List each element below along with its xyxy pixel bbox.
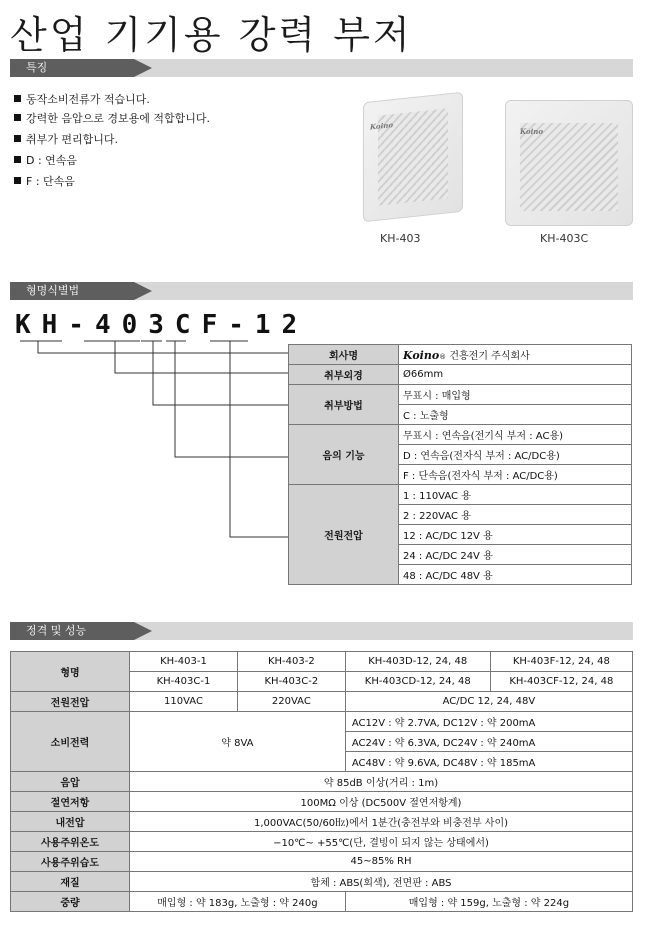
table-cell: KH-403CD-12, 24, 48 <box>345 672 490 692</box>
table-cell: −10℃~ +55℃(단, 결빙이 되지 않는 상태에서) <box>130 832 633 852</box>
table-cell: 약 85dB 이상(거리 : 1m) <box>130 772 633 792</box>
table-cell: 무표시 : 매입형 <box>399 385 632 405</box>
spec-table <box>10 651 633 912</box>
table-row <box>11 652 633 672</box>
table-header: 음압 <box>11 772 130 792</box>
table-row <box>11 692 633 712</box>
table-cell: 매입형 : 약 159g, 노출형 : 약 224g <box>345 892 632 912</box>
table-cell: KH-403F-12, 24, 48 <box>490 652 632 672</box>
table-cell: KH-403C-1 <box>130 672 238 692</box>
table-cell: Koino® 건흥전기 주식회사 <box>399 345 632 365</box>
connector-power <box>210 341 288 537</box>
table-cell: AC24V : 약 6.3VA, DC24V : 약 240mA <box>345 732 632 752</box>
table-cell: 1,000VAC(50/60㎐)에서 1분간(충전부와 비충전부 사이) <box>130 812 633 832</box>
table-cell: KH-403-1 <box>130 652 238 672</box>
connector-company <box>20 341 288 353</box>
model-code: KH-403CF-12 <box>15 310 309 340</box>
feature-item: 취부가 편리합니다. <box>14 131 118 147</box>
section-header-specs <box>10 622 633 640</box>
table-cell: 110VAC <box>130 692 238 712</box>
table-cell: 함체 : ABS(회색), 전면판 : ABS <box>130 872 633 892</box>
feature-item: 강력한 음압으로 경보용에 적합합니다. <box>14 110 210 126</box>
table-header: 사용주위습도 <box>11 852 130 872</box>
table-cell: 24 : AC/DC 24V 용 <box>399 545 632 565</box>
registered-mark: ® <box>439 353 447 361</box>
table-cell: KH-403CF-12, 24, 48 <box>490 672 632 692</box>
table-cell: 매입형 : 약 183g, 노출형 : 약 240g <box>130 892 346 912</box>
table-cell: KH-403D-12, 24, 48 <box>345 652 490 672</box>
product-label: KH-403C <box>540 232 589 245</box>
table-cell: KH-403-2 <box>237 652 345 672</box>
table-header: 회사명 <box>289 345 399 365</box>
table-header: 취부외경 <box>289 365 399 385</box>
product-label: KH-403 <box>380 232 421 245</box>
table-cell: 2 : 220VAC 용 <box>399 505 632 525</box>
table-cell: KH-403C-2 <box>237 672 345 692</box>
table-row <box>289 385 632 405</box>
feature-item: D : 연속음 <box>14 152 77 168</box>
feature-item: 동작소비전류가 적습니다. <box>14 91 150 107</box>
table-cell: 1 : 110VAC 용 <box>399 485 632 505</box>
table-cell: F : 단속음(전자식 부저 : AC/DC용) <box>399 465 632 485</box>
table-cell: 무표시 : 연속음(전기식 부저 : AC용) <box>399 425 632 445</box>
table-cell: 100MΩ 이상 (DC500V 절연저항계) <box>130 792 633 812</box>
section-title: 형명식별법 <box>10 282 134 300</box>
table-row <box>11 772 633 792</box>
table-header: 소비전력 <box>11 712 130 772</box>
table-row <box>11 892 633 912</box>
brand-logo: Koino <box>370 120 394 132</box>
table-header: 재질 <box>11 872 130 892</box>
table-cell: 220VAC <box>237 692 345 712</box>
table-cell: AC/DC 12, 24, 48V <box>345 692 632 712</box>
table-header: 전원전압 <box>11 692 130 712</box>
table-row <box>289 485 632 505</box>
table-header: 음의 기능 <box>289 425 399 485</box>
table-row <box>11 832 633 852</box>
table-header: 사용주위온도 <box>11 832 130 852</box>
table-row <box>289 365 632 385</box>
table-header: 중량 <box>11 892 130 912</box>
table-header: 내전압 <box>11 812 130 832</box>
table-row <box>289 425 632 445</box>
table-row <box>11 852 633 872</box>
model-decode-table <box>288 344 632 585</box>
connector-size <box>84 341 288 373</box>
table-row <box>11 712 633 732</box>
table-header: 절연저항 <box>11 792 130 812</box>
table-cell: AC12V : 약 2.7VA, DC12V : 약 200mA <box>345 712 632 732</box>
table-cell: 12 : AC/DC 12V 용 <box>399 525 632 545</box>
table-cell: Ø66mm <box>399 365 632 385</box>
table-row <box>289 345 632 365</box>
table-cell: C : 노출형 <box>399 405 632 425</box>
table-header: 형명 <box>11 652 130 692</box>
connector-sound <box>166 341 288 457</box>
section-title: 특징 <box>10 59 134 77</box>
page-title: 산업 기기용 강력 부저 <box>10 13 413 57</box>
brand-logo: Koino <box>520 127 544 136</box>
table-header: 전원전압 <box>289 485 399 585</box>
table-row <box>11 792 633 812</box>
table-row <box>11 812 633 832</box>
table-cell: 48 : AC/DC 48V 용 <box>399 565 632 585</box>
table-cell: AC48V : 약 9.6VA, DC48V : 약 185mA <box>345 752 632 772</box>
feature-item: F : 단속음 <box>14 173 75 189</box>
table-cell: 45~85% RH <box>130 852 633 872</box>
brand-logo: Koino <box>403 349 440 362</box>
table-header: 취부방법 <box>289 385 399 425</box>
table-cell: 약 8VA <box>130 712 346 772</box>
table-row <box>11 872 633 892</box>
section-title: 정격 및 성능 <box>10 622 134 640</box>
table-cell: D : 연속음(전자식 부저 : AC/DC용) <box>399 445 632 465</box>
